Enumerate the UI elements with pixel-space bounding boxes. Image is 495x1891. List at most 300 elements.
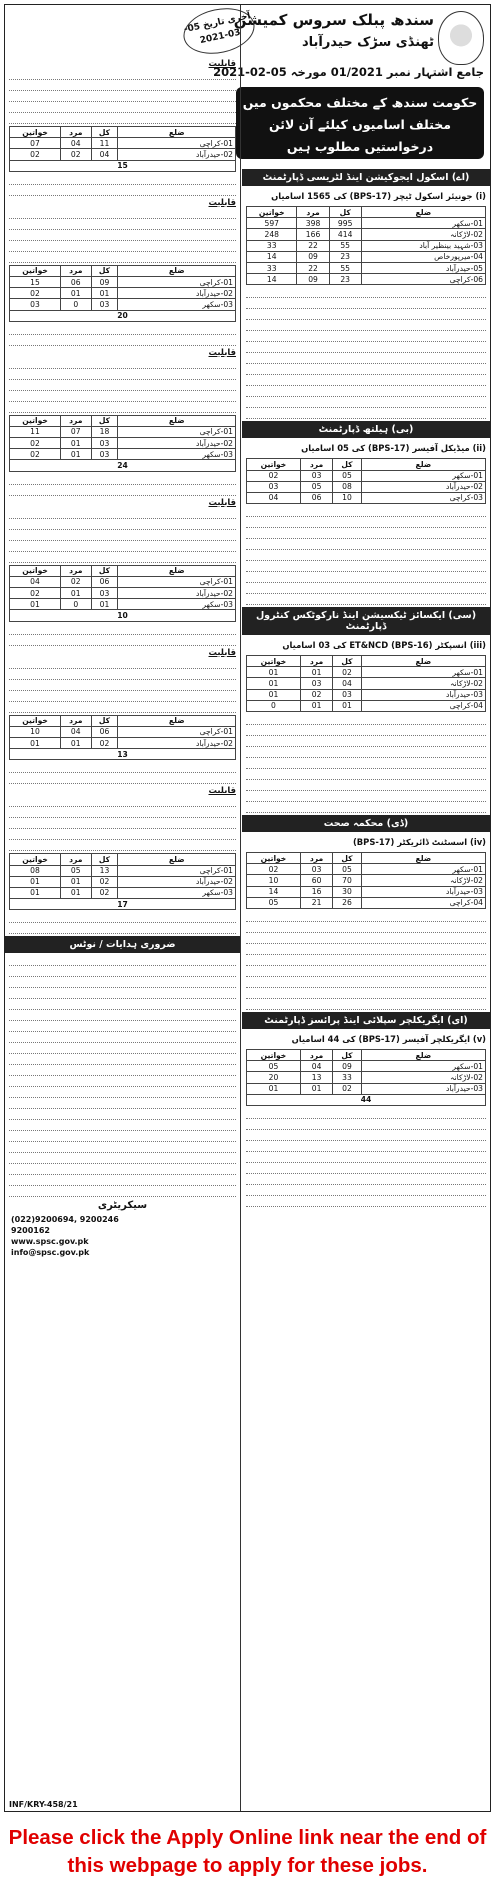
body-text-line — [246, 572, 486, 583]
body-text-line — [9, 474, 236, 485]
body-text-line — [9, 1043, 236, 1054]
header-district: ضلع — [118, 415, 236, 426]
body-text-line — [246, 528, 486, 539]
table-row — [10, 438, 236, 449]
header-male: مرد — [300, 656, 332, 667]
count-cell: 01 — [91, 599, 118, 610]
body-text-line — [9, 1021, 236, 1032]
count-cell: 04 — [61, 138, 92, 149]
quota-table — [9, 565, 236, 622]
count-cell: 166 — [297, 229, 329, 240]
body-text-line — [9, 1175, 236, 1186]
body-text-line — [9, 185, 236, 196]
contact-web[interactable]: www.spsc.gov.pk — [11, 1237, 89, 1247]
header-district: ضلع — [361, 1049, 485, 1060]
district-cell: 01-کراچی — [118, 865, 236, 876]
body-text-line — [246, 1130, 486, 1141]
district-cell: 02-حیدرآباد — [118, 288, 236, 299]
body-text-line — [9, 391, 236, 402]
count-cell: 01 — [333, 700, 362, 711]
quota-table — [246, 852, 486, 909]
total-cell: 24 — [10, 460, 236, 471]
left-sections — [5, 57, 240, 934]
signature: سیکریٹری — [97, 1200, 148, 1212]
body-text-line — [9, 999, 236, 1010]
district-cell: 03-حیدرآباد — [361, 886, 485, 897]
body-text-line — [246, 1141, 486, 1152]
body-text-line — [246, 1108, 486, 1119]
total-cell: 20 — [10, 310, 236, 321]
table-row — [247, 481, 486, 492]
body-text-line — [9, 69, 236, 80]
count-cell: 33 — [333, 1072, 362, 1083]
body-text-line — [246, 1174, 486, 1185]
district-cell: 03-حیدرآباد — [361, 1083, 485, 1094]
body-text-line — [9, 241, 236, 252]
header-female: خواتین — [10, 127, 61, 138]
body-text-line — [9, 324, 236, 335]
table-row — [10, 865, 236, 876]
org-name: سندھ پبلک سروس کمیشن — [233, 11, 434, 29]
count-cell: 60 — [300, 875, 332, 886]
count-cell: 22 — [297, 262, 329, 273]
body-text-line — [246, 714, 486, 725]
post-title: (ii) میڈیکل آفیسر (BPS-17) کی 05 اسامیاں — [301, 443, 486, 454]
post-section — [5, 196, 240, 346]
count-cell: 03 — [300, 864, 332, 875]
table-row — [247, 470, 486, 481]
header-female: خواتین — [10, 715, 61, 726]
body-text-line — [246, 594, 486, 605]
count-cell: 22 — [297, 240, 329, 251]
contact-email[interactable]: info@spsc.gov.pk — [11, 1248, 90, 1258]
count-cell: 55 — [329, 240, 361, 251]
district-cell: 03-سکھر — [118, 449, 236, 460]
count-cell: 11 — [10, 426, 61, 437]
quota-table-header — [10, 415, 236, 426]
count-cell: 03 — [91, 299, 118, 310]
district-cell: 03-سکھر — [118, 887, 236, 898]
body-text-line — [9, 658, 236, 669]
count-cell: 03 — [333, 689, 362, 700]
count-cell: 01 — [247, 1083, 301, 1094]
count-cell: 01 — [61, 876, 92, 887]
body-text-line — [246, 911, 486, 922]
count-cell: 04 — [61, 726, 92, 737]
body-text-line — [9, 635, 236, 646]
table-row — [10, 149, 236, 160]
table-row — [247, 274, 486, 285]
header-total: کل — [91, 127, 118, 138]
body-text-line — [246, 408, 486, 419]
table-row — [247, 678, 486, 689]
header-female: خواتین — [247, 207, 297, 218]
district-cell: 01-کراچی — [118, 138, 236, 149]
count-cell: 07 — [10, 138, 61, 149]
count-cell: 23 — [329, 274, 361, 285]
body-text-line — [246, 999, 486, 1010]
count-cell: 04 — [333, 678, 362, 689]
body-text-line — [9, 230, 236, 241]
body-text-line — [246, 1152, 486, 1163]
body-text-line — [9, 358, 236, 369]
district-cell: 04-میرپورخاص — [361, 251, 485, 262]
body-text-line — [9, 485, 236, 496]
newspaper-advertisement — [4, 4, 491, 1812]
header-total: کل — [91, 854, 118, 865]
table-row — [10, 588, 236, 599]
district-cell: 03-حیدرآباد — [361, 689, 485, 700]
post-title: (v) ایگریکلچر آفیسر (BPS-17) کی 44 اسامیاں — [291, 1033, 486, 1044]
count-cell: 248 — [247, 229, 297, 240]
count-cell: 03 — [300, 678, 332, 689]
count-cell: 14 — [247, 274, 297, 285]
header-total: کل — [91, 265, 118, 276]
total-row — [10, 610, 236, 621]
body-text-line — [9, 252, 236, 263]
count-cell: 07 — [61, 426, 92, 437]
body-text-line — [246, 1119, 486, 1130]
total-row — [10, 749, 236, 760]
department-section — [242, 815, 490, 1010]
body-text-line — [9, 113, 236, 124]
instructions-text — [5, 955, 240, 1197]
count-cell: 18 — [91, 426, 118, 437]
apply-online-line-2: this webpage to apply for these jobs. — [67, 1853, 428, 1877]
table-row — [247, 897, 486, 908]
count-cell: 597 — [247, 218, 297, 229]
table-row — [247, 875, 486, 886]
quota-table-header — [10, 715, 236, 726]
body-text-line — [246, 583, 486, 594]
count-cell: 05 — [61, 865, 92, 876]
count-cell: 09 — [91, 276, 118, 287]
quota-table — [246, 655, 486, 712]
table-row — [247, 218, 486, 229]
body-text-line — [246, 977, 486, 988]
header-total: کل — [91, 415, 118, 426]
quota-table — [9, 265, 236, 322]
body-text-line — [246, 561, 486, 572]
body-text-line — [246, 309, 486, 320]
body-text-line — [9, 624, 236, 635]
header-male: مرد — [61, 565, 92, 576]
post-section — [5, 646, 240, 785]
header-male: مرد — [300, 853, 332, 864]
count-cell: 02 — [91, 876, 118, 887]
body-text-line — [9, 91, 236, 102]
count-cell: 02 — [61, 149, 92, 160]
district-cell: 06-کراچی — [361, 274, 485, 285]
count-cell: 03 — [91, 438, 118, 449]
body-text-line — [9, 1186, 236, 1197]
district-cell: 03-سکھر — [118, 299, 236, 310]
district-cell: 01-سکھر — [361, 470, 485, 481]
count-cell: 01 — [247, 689, 301, 700]
header-male: مرد — [300, 459, 332, 470]
count-cell: 05 — [247, 897, 301, 908]
table-row — [247, 700, 486, 711]
district-cell: 02-حیدرآباد — [118, 438, 236, 449]
count-cell: 10 — [333, 492, 362, 503]
table-row — [247, 864, 486, 875]
count-cell: 01 — [61, 737, 92, 748]
quota-table-header — [247, 1049, 486, 1060]
department-title: (بی) ہیلتھ ڈپارٹمنٹ — [242, 421, 490, 438]
count-cell: 10 — [247, 875, 301, 886]
count-cell: 02 — [91, 737, 118, 748]
header-total: کل — [333, 656, 362, 667]
body-text-line — [9, 1131, 236, 1142]
quota-table — [9, 126, 236, 172]
body-text-line — [9, 1098, 236, 1109]
count-cell: 05 — [247, 1061, 301, 1072]
count-cell: 01 — [10, 737, 61, 748]
count-cell: 398 — [297, 218, 329, 229]
body-text-line — [246, 922, 486, 933]
count-cell: 11 — [91, 138, 118, 149]
count-cell: 0 — [61, 299, 92, 310]
header-female: خواتین — [247, 656, 301, 667]
district-cell: 01-کراچی — [118, 276, 236, 287]
body-text-line — [9, 519, 236, 530]
body-text-line — [9, 840, 236, 851]
body-text-line — [9, 762, 236, 773]
count-cell: 26 — [333, 897, 362, 908]
count-cell: 06 — [300, 492, 332, 503]
count-cell: 08 — [10, 865, 61, 876]
header-total: کل — [329, 207, 361, 218]
department-section — [242, 169, 490, 419]
count-cell: 01 — [10, 599, 61, 610]
total-cell: 44 — [247, 1094, 486, 1105]
header-total: کل — [333, 1049, 362, 1060]
department-title: (سی) ایکسائز ٹیکسیشن اینڈ نارکوٹکس کنٹرول ڈپارٹمنٹ — [242, 607, 490, 635]
post-title: (iii) انسپکٹر ET&NCD (BPS-16) کی 03 اسامیاں — [282, 640, 486, 651]
body-text-line — [9, 1087, 236, 1098]
count-cell: 0 — [61, 599, 92, 610]
body-text-line — [9, 977, 236, 988]
count-cell: 06 — [61, 276, 92, 287]
count-cell: 06 — [91, 576, 118, 587]
district-cell: 02-حیدرآباد — [361, 481, 485, 492]
count-cell: 05 — [300, 481, 332, 492]
post-section — [5, 784, 240, 934]
district-cell: 01-سکھر — [361, 218, 485, 229]
quota-table — [246, 206, 486, 285]
body-text-line — [246, 320, 486, 331]
body-text-line — [9, 369, 236, 380]
header-total: کل — [91, 715, 118, 726]
count-cell: 06 — [91, 726, 118, 737]
quota-table — [246, 458, 486, 504]
table-row — [10, 426, 236, 437]
count-cell: 09 — [297, 251, 329, 262]
table-row — [247, 492, 486, 503]
table-row — [10, 449, 236, 460]
table-row — [247, 667, 486, 678]
count-cell: 01 — [61, 288, 92, 299]
body-text-line — [246, 1185, 486, 1196]
quota-table-header — [247, 656, 486, 667]
table-row — [10, 138, 236, 149]
count-cell: 20 — [247, 1072, 301, 1083]
body-text-line — [9, 773, 236, 784]
count-cell: 14 — [247, 251, 297, 262]
district-cell: 02-لاڑکانہ — [361, 1072, 485, 1083]
quota-table-header — [10, 265, 236, 276]
count-cell: 10 — [10, 726, 61, 737]
header-female: خواتین — [247, 853, 301, 864]
table-row — [247, 1072, 486, 1083]
header-total: کل — [91, 565, 118, 576]
advertisement-number: جامع اشتہار نمبر 01/2021 مورخہ 05-02-2021 — [213, 65, 484, 79]
header-district: ضلع — [118, 854, 236, 865]
count-cell: 01 — [300, 1083, 332, 1094]
district-cell: 01-کراچی — [118, 426, 236, 437]
count-cell: 03 — [91, 588, 118, 599]
body-text-line — [9, 988, 236, 999]
body-text-line — [246, 298, 486, 309]
count-cell: 03 — [247, 481, 301, 492]
count-cell: 01 — [247, 667, 301, 678]
table-row — [247, 689, 486, 700]
table-row — [247, 240, 486, 251]
department-section — [242, 607, 490, 813]
district-cell: 03-شہید بینظیر آباد — [361, 240, 485, 251]
body-text-line — [246, 725, 486, 736]
qualification-label: قابلیت — [208, 646, 236, 657]
count-cell: 04 — [91, 149, 118, 160]
header-district: ضلع — [118, 127, 236, 138]
header-district: ضلع — [118, 265, 236, 276]
header-male: مرد — [300, 1049, 332, 1060]
header-female: خواتین — [10, 854, 61, 865]
count-cell: 02 — [10, 438, 61, 449]
count-cell: 01 — [61, 438, 92, 449]
total-row — [10, 160, 236, 171]
body-text-line — [246, 955, 486, 966]
district-cell: 05-حیدرآباد — [361, 262, 485, 273]
count-cell: 02 — [333, 1083, 362, 1094]
post-section — [5, 57, 240, 196]
body-text-line — [246, 747, 486, 758]
body-text-line — [9, 807, 236, 818]
count-cell: 30 — [333, 886, 362, 897]
department-title: (ڈی) محکمہ صحت — [242, 815, 490, 832]
count-cell: 02 — [247, 470, 301, 481]
district-cell: 03-کراچی — [361, 492, 485, 503]
body-text-line — [9, 702, 236, 713]
header-district: ضلع — [361, 207, 485, 218]
count-cell: 02 — [91, 887, 118, 898]
count-cell: 03 — [10, 299, 61, 310]
count-cell: 02 — [10, 149, 61, 160]
body-text-line — [9, 1054, 236, 1065]
body-text-line — [9, 1120, 236, 1131]
count-cell: 414 — [329, 229, 361, 240]
qualification-label: قابلیت — [208, 346, 236, 357]
body-text-line — [9, 530, 236, 541]
body-text-line — [246, 397, 486, 408]
qualification-label: قابلیت — [208, 785, 236, 796]
body-text-line — [9, 219, 236, 230]
body-text-line — [246, 287, 486, 298]
header-male: مرد — [297, 207, 329, 218]
body-text-line — [9, 1065, 236, 1076]
qualification-label: قابلیت — [208, 496, 236, 507]
body-text-line — [9, 966, 236, 977]
count-cell: 02 — [61, 576, 92, 587]
count-cell: 70 — [333, 875, 362, 886]
body-text-line — [9, 955, 236, 966]
count-cell: 23 — [329, 251, 361, 262]
district-cell: 02-حیدرآباد — [118, 588, 236, 599]
table-row — [10, 576, 236, 587]
post-section — [5, 346, 240, 496]
district-cell: 01-کراچی — [118, 726, 236, 737]
count-cell: 02 — [300, 689, 332, 700]
apply-online-banner — [0, 1812, 495, 1891]
table-row — [247, 1083, 486, 1094]
count-cell: 01 — [61, 588, 92, 599]
left-column — [5, 5, 252, 1812]
quota-table — [9, 415, 236, 472]
count-cell: 55 — [329, 262, 361, 273]
total-cell: 13 — [10, 749, 236, 760]
district-cell: 04-کراچی — [361, 700, 485, 711]
count-cell: 33 — [247, 262, 297, 273]
body-text-line — [9, 174, 236, 185]
body-text-line — [246, 769, 486, 780]
body-text-line — [9, 818, 236, 829]
count-cell: 01 — [10, 876, 61, 887]
body-text-line — [9, 1142, 236, 1153]
count-cell: 04 — [300, 1061, 332, 1072]
department-section — [242, 1012, 490, 1207]
qualification-label: قابلیت — [208, 196, 236, 207]
body-text-line — [9, 1109, 236, 1120]
total-row — [10, 460, 236, 471]
header-district: ضلع — [118, 565, 236, 576]
count-cell: 995 — [329, 218, 361, 229]
table-row — [10, 299, 236, 310]
body-text-line — [9, 541, 236, 552]
district-cell: 02-لاڑکانہ — [361, 678, 485, 689]
count-cell: 03 — [300, 470, 332, 481]
district-cell: 01-سکھر — [361, 667, 485, 678]
qualification-label: قابلیت — [208, 58, 236, 68]
body-text-line — [9, 669, 236, 680]
count-cell: 08 — [333, 481, 362, 492]
body-text-line — [9, 1164, 236, 1175]
district-cell: 02-حیدرآباد — [118, 876, 236, 887]
body-text-line — [9, 102, 236, 113]
count-cell: 13 — [300, 1072, 332, 1083]
header-district: ضلع — [361, 656, 485, 667]
count-cell: 02 — [10, 288, 61, 299]
header-male: مرد — [61, 854, 92, 865]
body-text-line — [9, 1076, 236, 1087]
district-cell: 01-کراچی — [118, 576, 236, 587]
department-title: (ای) ایگریکلچر سپلائی اینڈ پرائسز ڈپارٹمنٹ — [242, 1012, 490, 1029]
total-cell: 10 — [10, 610, 236, 621]
body-text-line — [246, 331, 486, 342]
body-text-line — [9, 80, 236, 91]
count-cell: 15 — [10, 276, 61, 287]
body-text-line — [246, 802, 486, 813]
count-cell: 13 — [91, 865, 118, 876]
